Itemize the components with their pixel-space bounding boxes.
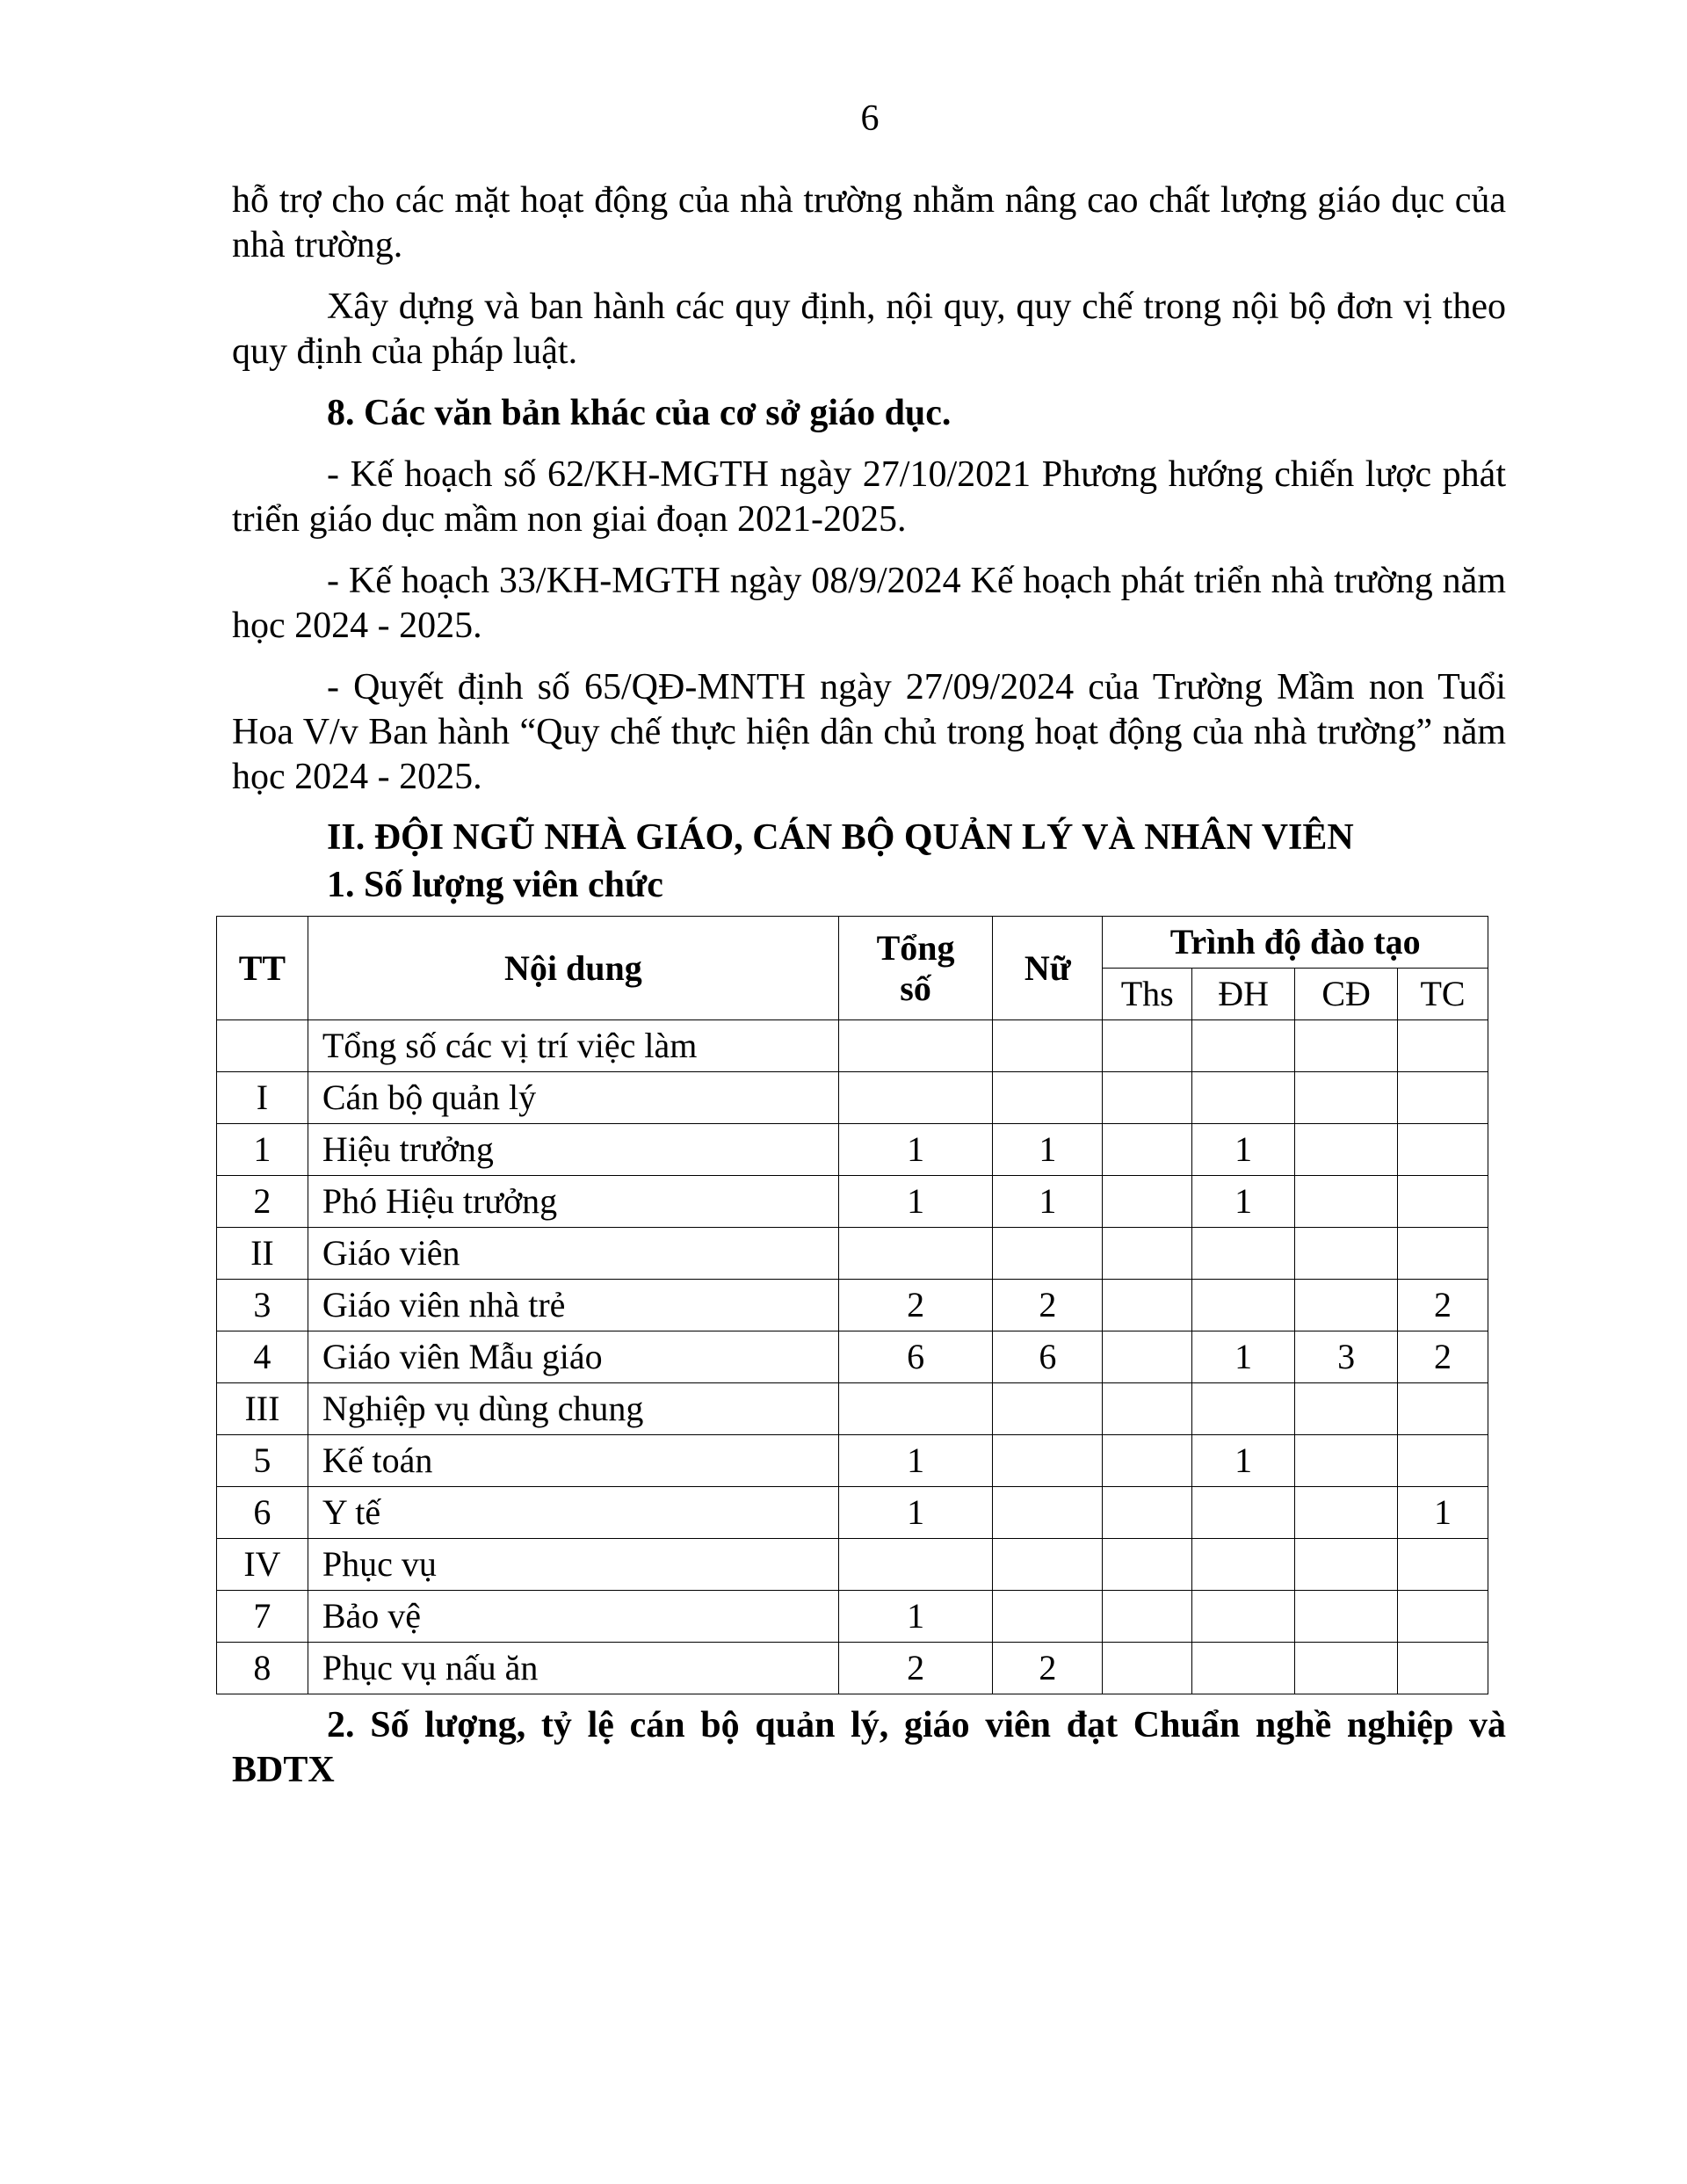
header-noi-dung: Nội dung xyxy=(308,917,838,1020)
cell-noi-dung: Giáo viên xyxy=(308,1228,838,1280)
table-row xyxy=(217,1383,1488,1435)
cell-tt: 5 xyxy=(217,1435,308,1487)
cell-noi-dung: Tổng số các vị trí việc làm xyxy=(308,1020,838,1072)
cell-nu xyxy=(993,1072,1103,1124)
cell-tong-so: 1 xyxy=(838,1591,992,1643)
paragraph-plan-33: - Kế hoạch 33/KH-MGTH ngày 08/9/2024 Kế hoạch phát triển nhà trường năm học 2024 - 2025. xyxy=(232,561,1506,646)
table-row xyxy=(217,1591,1488,1643)
cell-nu: 2 xyxy=(993,1643,1103,1694)
cell-cd xyxy=(1295,1280,1398,1331)
paragraph-plan-62: - Kế hoạch số 62/KH-MGTH ngày 27/10/2021 Phương hướng chiến lược phát triển giáo dục mầm non giai đoạn 2021-2025. xyxy=(232,454,1506,540)
cell-tc xyxy=(1398,1435,1488,1487)
table-row xyxy=(217,1280,1488,1331)
cell-cd xyxy=(1295,1435,1398,1487)
cell-tt: 1 xyxy=(217,1124,308,1176)
cell-nu xyxy=(993,1435,1103,1487)
header-tc: TC xyxy=(1398,969,1488,1020)
cell-tong-so: 2 xyxy=(838,1643,992,1694)
page-number: 6 xyxy=(860,98,880,139)
cell-tt: 6 xyxy=(217,1487,308,1539)
paragraph-regulations: Xây dựng và ban hành các quy định, nội quy, quy chế trong nội bộ đơn vị theo quy định của pháp luật. xyxy=(232,287,1506,372)
cell-cd xyxy=(1295,1176,1398,1228)
cell-ths xyxy=(1103,1124,1192,1176)
cell-nu: 1 xyxy=(993,1176,1103,1228)
cell-dh: 1 xyxy=(1192,1435,1295,1487)
cell-ths xyxy=(1103,1280,1192,1331)
cell-dh xyxy=(1192,1280,1295,1331)
cell-tt xyxy=(217,1020,308,1072)
table-header-row xyxy=(217,917,1488,969)
cell-cd xyxy=(1295,1383,1398,1435)
cell-cd xyxy=(1295,1487,1398,1539)
cell-dh xyxy=(1192,1020,1295,1072)
cell-tong-so: 1 xyxy=(838,1487,992,1539)
cell-cd xyxy=(1295,1591,1398,1643)
cell-nu: 2 xyxy=(993,1280,1103,1331)
cell-cd xyxy=(1295,1643,1398,1694)
cell-dh xyxy=(1192,1072,1295,1124)
cell-dh xyxy=(1192,1591,1295,1643)
cell-ths xyxy=(1103,1591,1192,1643)
cell-tong-so: 1 xyxy=(838,1176,992,1228)
cell-nu xyxy=(993,1383,1103,1435)
cell-ths xyxy=(1103,1020,1192,1072)
cell-cd xyxy=(1295,1072,1398,1124)
cell-tc xyxy=(1398,1383,1488,1435)
cell-tong-so xyxy=(838,1072,992,1124)
cell-tt: IV xyxy=(217,1539,308,1591)
cell-tt: 3 xyxy=(217,1280,308,1331)
cell-ths xyxy=(1103,1487,1192,1539)
header-nu: Nữ xyxy=(993,917,1103,1020)
cell-cd: 3 xyxy=(1295,1331,1398,1383)
subsection-heading-standards xyxy=(232,1703,1506,1793)
cell-tt: 4 xyxy=(217,1331,308,1383)
cell-noi-dung: Kế toán xyxy=(308,1435,838,1487)
cell-noi-dung: Cán bộ quản lý xyxy=(308,1072,838,1124)
cell-tc: 1 xyxy=(1398,1487,1488,1539)
cell-tt: I xyxy=(217,1072,308,1124)
cell-tong-so xyxy=(838,1539,992,1591)
cell-noi-dung: Y tế xyxy=(308,1487,838,1539)
subsection-2-line1: 2. Số lượng, tỷ lệ cán bộ quản lý, giáo viên đạt Chuẩn nghề nghiệp và xyxy=(327,1705,1506,1745)
table-row xyxy=(217,1228,1488,1280)
cell-ths xyxy=(1103,1643,1192,1694)
cell-tc: 2 xyxy=(1398,1331,1488,1383)
table-row xyxy=(217,1643,1488,1694)
table-row xyxy=(217,1176,1488,1228)
header-tong-so: Tổng số xyxy=(838,917,992,1020)
cell-nu: 1 xyxy=(993,1124,1103,1176)
cell-tt: II xyxy=(217,1228,308,1280)
section-heading-staff: II. ĐỘI NGŨ NHÀ GIÁO, CÁN BỘ QUẢN LÝ VÀ NHÂN VIÊN xyxy=(327,817,1354,858)
cell-ths xyxy=(1103,1539,1192,1591)
cell-cd xyxy=(1295,1539,1398,1591)
cell-tc xyxy=(1398,1020,1488,1072)
cell-tc xyxy=(1398,1176,1488,1228)
subsection-2-line2: BDTX xyxy=(232,1750,335,1790)
header-trinh-do: Trình độ đào tạo xyxy=(1103,917,1488,969)
cell-cd xyxy=(1295,1124,1398,1176)
cell-noi-dung: Giáo viên nhà trẻ xyxy=(308,1280,838,1331)
cell-noi-dung: Hiệu trưởng xyxy=(308,1124,838,1176)
cell-tong-so: 6 xyxy=(838,1331,992,1383)
cell-tong-so: 2 xyxy=(838,1280,992,1331)
cell-ths xyxy=(1103,1383,1192,1435)
cell-dh xyxy=(1192,1228,1295,1280)
cell-tong-so xyxy=(838,1383,992,1435)
table-row xyxy=(217,1487,1488,1539)
cell-cd xyxy=(1295,1228,1398,1280)
cell-noi-dung: Phục vụ xyxy=(308,1539,838,1591)
cell-noi-dung: Bảo vệ xyxy=(308,1591,838,1643)
cell-dh xyxy=(1192,1539,1295,1591)
cell-nu xyxy=(993,1020,1103,1072)
header-dh: ĐH xyxy=(1192,969,1295,1020)
header-cd: CĐ xyxy=(1295,969,1398,1020)
table-row xyxy=(217,1539,1488,1591)
header-tt: TT xyxy=(217,917,308,1020)
cell-tt: III xyxy=(217,1383,308,1435)
staff-table xyxy=(216,916,1488,1694)
cell-dh: 1 xyxy=(1192,1124,1295,1176)
cell-nu xyxy=(993,1591,1103,1643)
table-row xyxy=(217,1072,1488,1124)
cell-noi-dung: Phó Hiệu trưởng xyxy=(308,1176,838,1228)
cell-ths xyxy=(1103,1435,1192,1487)
table-row xyxy=(217,1331,1488,1383)
cell-tong-so xyxy=(838,1228,992,1280)
cell-dh: 1 xyxy=(1192,1331,1295,1383)
cell-noi-dung: Phục vụ nấu ăn xyxy=(308,1643,838,1694)
cell-noi-dung: Nghiệp vụ dùng chung xyxy=(308,1383,838,1435)
cell-tt: 2 xyxy=(217,1176,308,1228)
cell-tong-so: 1 xyxy=(838,1124,992,1176)
cell-tc xyxy=(1398,1539,1488,1591)
cell-dh xyxy=(1192,1643,1295,1694)
cell-tt: 8 xyxy=(217,1643,308,1694)
cell-tc: 2 xyxy=(1398,1280,1488,1331)
cell-tc xyxy=(1398,1072,1488,1124)
table-row xyxy=(217,1124,1488,1176)
cell-dh xyxy=(1192,1487,1295,1539)
cell-tc xyxy=(1398,1124,1488,1176)
cell-tong-so: 1 xyxy=(838,1435,992,1487)
cell-tc xyxy=(1398,1643,1488,1694)
heading-other-documents: 8. Các văn bản khác của cơ sở giáo dục. xyxy=(327,393,952,433)
cell-tc xyxy=(1398,1591,1488,1643)
table-row xyxy=(217,1020,1488,1072)
cell-ths xyxy=(1103,1072,1192,1124)
cell-dh: 1 xyxy=(1192,1176,1295,1228)
cell-nu xyxy=(993,1539,1103,1591)
table-body xyxy=(217,1020,1488,1694)
header-ths: Ths xyxy=(1103,969,1192,1020)
cell-tt: 7 xyxy=(217,1591,308,1643)
cell-cd xyxy=(1295,1020,1398,1072)
document-body xyxy=(232,178,1506,908)
cell-tc xyxy=(1398,1228,1488,1280)
cell-dh xyxy=(1192,1383,1295,1435)
cell-ths xyxy=(1103,1176,1192,1228)
cell-ths xyxy=(1103,1228,1192,1280)
cell-nu xyxy=(993,1228,1103,1280)
cell-ths xyxy=(1103,1331,1192,1383)
cell-noi-dung: Giáo viên Mẫu giáo xyxy=(308,1331,838,1383)
table-row xyxy=(217,1435,1488,1487)
subsection-heading-staff-count: 1. Số lượng viên chức xyxy=(327,865,663,905)
cell-tong-so xyxy=(838,1020,992,1072)
cell-nu: 6 xyxy=(993,1331,1103,1383)
paragraph-decision-65: - Quyết định số 65/QĐ-MNTH ngày 27/09/2024 của Trường Mầm non Tuổi Hoa V/v Ban hành “Quy chế thực hiện dân chủ trong hoạt động của nhà trường” năm học 2024 - 2025. xyxy=(232,667,1506,797)
cell-nu xyxy=(993,1487,1103,1539)
paragraph-continuation: hỗ trợ cho các mặt hoạt động của nhà trường nhằm nâng cao chất lượng giáo dục của nhà trường. xyxy=(232,180,1506,265)
